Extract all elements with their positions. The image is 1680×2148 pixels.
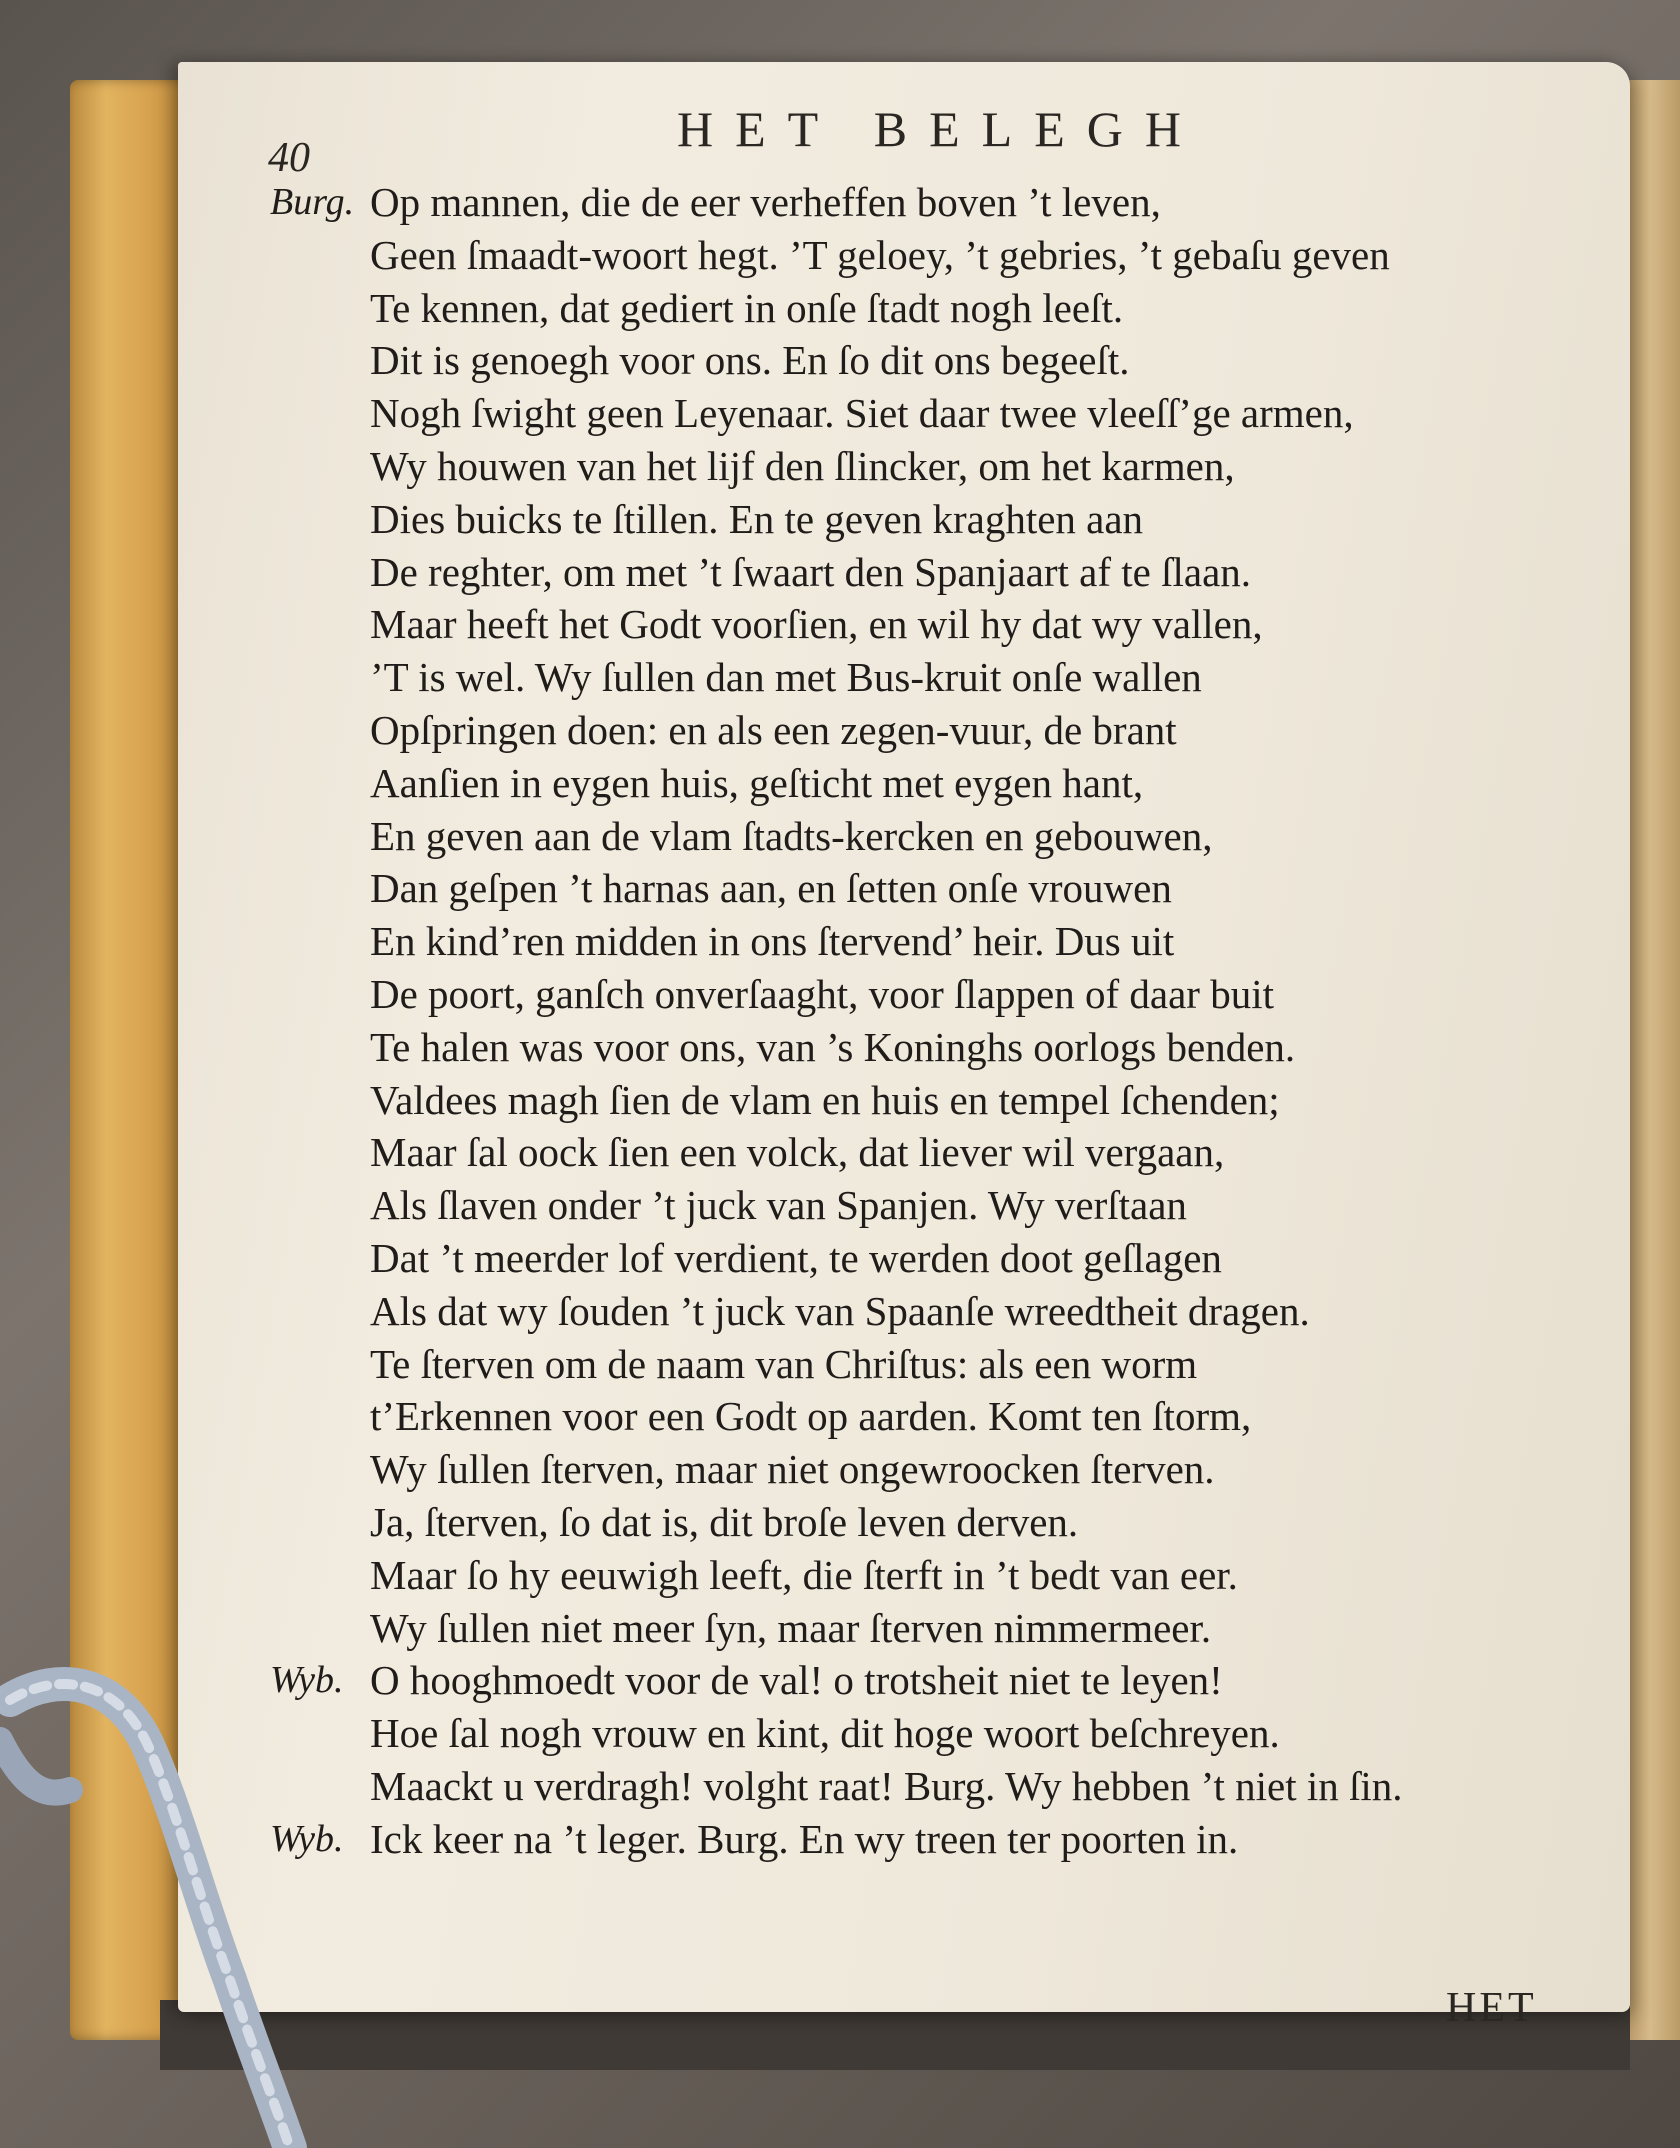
verse-line xyxy=(270,1760,1590,1813)
verse-line-text: Te ſterven om de naam van Chriſtus: als een worm xyxy=(370,1340,1198,1387)
verse-line xyxy=(270,1496,1590,1549)
verse-line xyxy=(270,1179,1590,1232)
verse-line xyxy=(270,1813,1590,1866)
verse-line xyxy=(270,1285,1590,1338)
verse-line xyxy=(270,1707,1590,1760)
verse-line xyxy=(270,282,1590,335)
verse-line-text: Dan geſpen ’t harnas aan, en ſetten onſe vrouwen xyxy=(370,865,1172,912)
verse-line xyxy=(270,1126,1590,1179)
verse-line-text: Geen ſmaadt-woort hegt. ’T geloey, ’t gebries, ’t gebaſu geven xyxy=(370,231,1390,278)
verse-line-text: Maackt u verdragh! volght raat! Burg. Wy hebben ’t niet in ſin. xyxy=(370,1762,1403,1809)
verse-line xyxy=(270,968,1590,1021)
verse-line-text: Dat ’t meerder lof verdient, te werden doot geſlagen xyxy=(370,1234,1222,1281)
verse-line xyxy=(270,334,1590,387)
verse-line xyxy=(270,1338,1590,1391)
verse-line-text: En geven aan de vlam ſtadts-kercken en gebouwen, xyxy=(370,812,1213,859)
verse-line-text: ’T is wel. Wy ſullen dan met Bus-kruit onſe wallen xyxy=(370,654,1202,701)
verse-line-text: Ick keer na ’t leger. Burg. En wy treen ter poorten in. xyxy=(370,1815,1239,1862)
catchword: HET xyxy=(1446,1985,1537,2031)
verse-line-text: Nogh ſwight geen Leyenaar. Siet daar twee vleeſſ’ge armen, xyxy=(370,390,1354,437)
verse-line xyxy=(270,1602,1590,1655)
verse-line-text: Wy ſullen niet meer ſyn, maar ſterven nimmermeer. xyxy=(370,1604,1212,1651)
verse-line-text: Aanſien in eygen huis, geſticht met eygen hant, xyxy=(370,759,1144,806)
verse-line xyxy=(270,176,1590,229)
verse-line-text: t’Erkennen voor een Godt op aarden. Komt ten ſtorm, xyxy=(370,1393,1252,1440)
verse-line-text: De poort, ganſch onverſaaght, voor ſlappen of daar buit xyxy=(370,970,1274,1017)
verse-line xyxy=(270,493,1590,546)
verse-line xyxy=(270,915,1590,968)
verse-line-text: De reghter, om met ’t ſwaart den Spanjaart af te ſlaan. xyxy=(370,548,1252,595)
verse-line xyxy=(270,1074,1590,1127)
page-number: 40 xyxy=(268,135,310,181)
verse-line-text: Maar heeft het Godt voorſien, en wil hy dat wy vallen, xyxy=(370,601,1263,648)
verse-line xyxy=(270,651,1590,704)
verse-line-text: Maar ſo hy eeuwigh leeft, die ſterft in ’t bedt van eer. xyxy=(370,1551,1238,1598)
ribbon-cord xyxy=(10,1684,290,2148)
ribbon-loop xyxy=(0,1740,70,1793)
verse-line xyxy=(270,598,1590,651)
verse-line xyxy=(270,1232,1590,1285)
verse-line-text: Dit is genoegh voor ons. En ſo dit ons begeeſt. xyxy=(370,337,1130,384)
verse-line-text: O hooghmoedt voor de val! o trotsheit niet te leyen! xyxy=(370,1657,1223,1704)
verse-line-text: Valdees magh ſien de vlam en huis en tempel ſchenden; xyxy=(370,1076,1280,1123)
verse-text-block xyxy=(270,176,1590,1866)
running-head: HET BELEGH xyxy=(677,101,1203,157)
verse-line xyxy=(270,704,1590,757)
verse-line-text: En kind’ren midden in ons ſtervend’ heir. Dus uit xyxy=(370,918,1175,965)
verse-line-text: Op mannen, die de eer verheffen boven ’t leven, xyxy=(370,179,1161,225)
bookmark-ribbon xyxy=(0,1640,340,2148)
verse-line-text: Wy ſullen ſterven, maar niet ongewroocken ſterven. xyxy=(370,1446,1215,1493)
speaker-label: Wyb. xyxy=(270,1659,344,1702)
verse-line-text: Wy houwen van het lijf den ſlincker, om het karmen, xyxy=(370,442,1235,489)
verse-line-text: Maar ſal oock ſien een volck, dat liever wil vergaan, xyxy=(370,1129,1225,1176)
verse-line xyxy=(270,440,1590,493)
verse-line xyxy=(270,1021,1590,1074)
verse-line xyxy=(270,1654,1590,1707)
verse-line xyxy=(270,1549,1590,1602)
verse-line xyxy=(270,1443,1590,1496)
verse-line-text: Te kennen, dat gediert in onſe ſtadt nogh leeſt. xyxy=(370,284,1124,331)
verse-line xyxy=(270,862,1590,915)
bleed-through-text xyxy=(560,1895,1460,1995)
verse-line-text: Als dat wy ſouden ’t juck van Spaanſe wreedtheit dragen. xyxy=(370,1287,1310,1334)
speaker-label: Burg. xyxy=(270,181,355,223)
verse-line xyxy=(270,546,1590,599)
verse-line-text: Als ſlaven onder ’t juck van Spanjen. Wy verſtaan xyxy=(370,1182,1187,1229)
speaker-label: Wyb. xyxy=(270,1817,344,1860)
verse-line-text: Hoe ſal nogh vrouw en kint, dit hoge woort beſchreyen. xyxy=(370,1710,1280,1757)
verse-line xyxy=(270,387,1590,440)
verse-line xyxy=(270,757,1590,810)
verse-line xyxy=(270,1390,1590,1443)
verse-line-text: Te halen was voor ons, van ’s Koninghs oorlogs benden. xyxy=(370,1023,1296,1070)
verse-line xyxy=(270,810,1590,863)
verse-line-text: Ja, ſterven, ſo dat is, dit broſe leven derven. xyxy=(370,1498,1079,1545)
verse-line-text: Dies buicks te ſtillen. En te geven kraghten aan xyxy=(370,495,1144,542)
verse-line xyxy=(270,229,1590,282)
verse-line-text: Opſpringen doen: en als een zegen-vuur, de brant xyxy=(370,706,1177,753)
